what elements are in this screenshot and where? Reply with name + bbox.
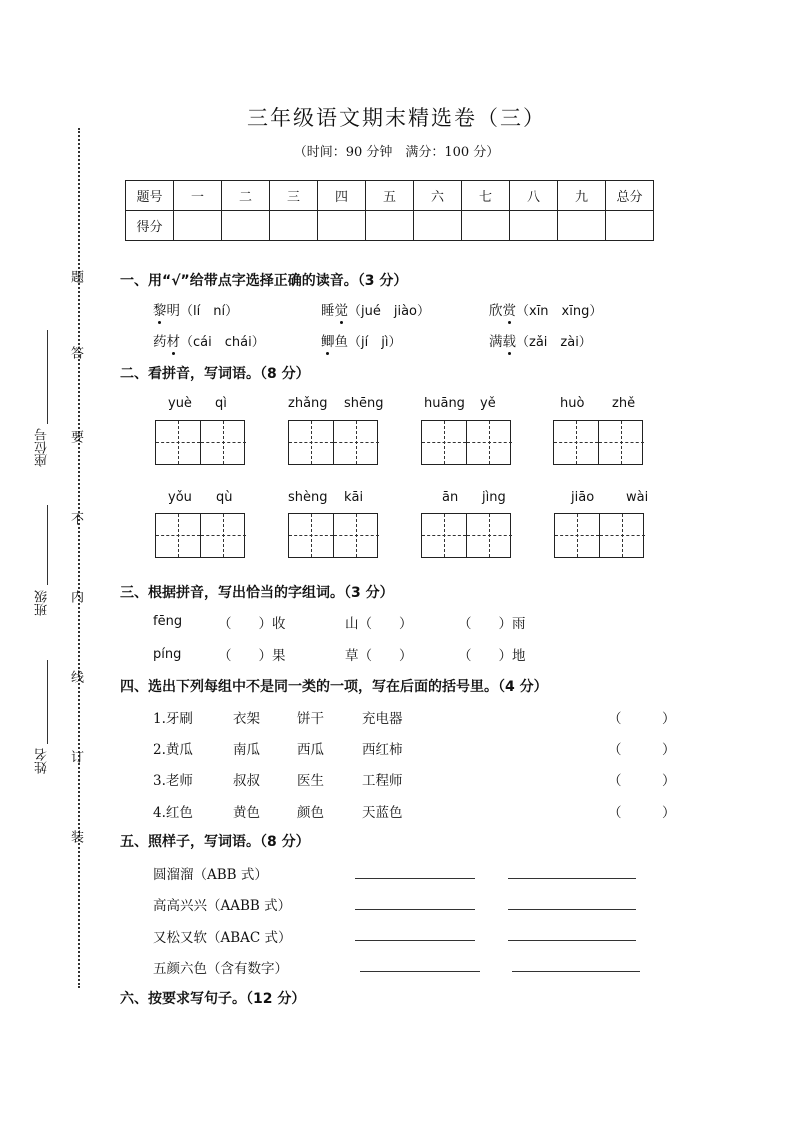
section5-title: 五、照样子，写词语。（8 分） bbox=[120, 834, 310, 850]
name-line[interactable] bbox=[47, 660, 48, 744]
s2-pinyin: kāi bbox=[344, 490, 364, 505]
s1-options[interactable]: （cái chái） bbox=[180, 335, 265, 350]
score-cell[interactable] bbox=[366, 211, 414, 241]
score-cell[interactable] bbox=[222, 211, 270, 241]
s4-item: 叔叔 bbox=[233, 773, 260, 789]
s1-item bbox=[321, 330, 401, 350]
s5-answer-line[interactable] bbox=[355, 878, 475, 879]
s4-item: 2.黄瓜 bbox=[153, 742, 193, 758]
s2-pinyin: huò bbox=[560, 396, 585, 411]
s3-pinyin: fēng bbox=[153, 614, 183, 629]
score-cell[interactable] bbox=[270, 211, 318, 241]
s4-item: 颜色 bbox=[297, 805, 324, 821]
s5-example: 圆溜溜（ABB 式） bbox=[153, 867, 268, 883]
s1-options[interactable]: （zǎi zài） bbox=[516, 335, 592, 350]
s5-answer-line[interactable] bbox=[512, 971, 640, 972]
s4-answer-bracket[interactable]: （ ） bbox=[608, 805, 676, 821]
s4-item: 4.红色 bbox=[153, 805, 193, 821]
s5-example: 又松又软（ABAC 式） bbox=[153, 930, 292, 946]
score-cell[interactable] bbox=[318, 211, 366, 241]
s4-item: 天蓝色 bbox=[362, 805, 403, 821]
s5-example: 五颜六色（含有数字） bbox=[153, 961, 288, 977]
page-subtitle: （时间：90 分钟 满分：100 分） bbox=[293, 145, 500, 160]
seat-number-label: 座位号 bbox=[35, 428, 50, 467]
class-label: 班级 bbox=[35, 590, 50, 616]
score-row-label: 得分 bbox=[126, 211, 174, 241]
s2-pinyin: huāng bbox=[424, 396, 465, 411]
s2-pinyin: jiāo bbox=[571, 490, 595, 505]
seal-char: 订 bbox=[68, 750, 83, 763]
s4-item: 工程师 bbox=[362, 773, 403, 789]
writing-grid[interactable] bbox=[155, 513, 245, 558]
writing-grid[interactable] bbox=[553, 420, 643, 465]
s5-answer-line[interactable] bbox=[360, 971, 480, 972]
score-cell[interactable] bbox=[174, 211, 222, 241]
s5-example: 高高兴兴（AABB 式） bbox=[153, 898, 292, 914]
score-header-cell: 二 bbox=[222, 181, 270, 211]
s5-answer-line[interactable] bbox=[508, 878, 636, 879]
writing-grid[interactable] bbox=[288, 420, 378, 465]
section3-title: 三、根据拼音，写出恰当的字组词。（3 分） bbox=[120, 585, 394, 601]
score-table-score-row bbox=[126, 211, 654, 241]
writing-grid[interactable] bbox=[155, 420, 245, 465]
s3-pinyin: píng bbox=[153, 647, 182, 662]
section4-title: 四、选出下列每组中不是同一类的一项，写在后面的括号里。（4 分） bbox=[120, 679, 548, 695]
score-header-cell: 五 bbox=[366, 181, 414, 211]
seal-char: 题 bbox=[68, 270, 83, 283]
s2-pinyin: yuè bbox=[168, 396, 192, 411]
s1-options[interactable]: （jí jì） bbox=[348, 335, 402, 350]
s1-char: 欣 bbox=[489, 303, 503, 319]
s2-pinyin: wài bbox=[626, 490, 649, 505]
s4-item: 饼干 bbox=[297, 711, 324, 727]
writing-grid[interactable] bbox=[421, 513, 511, 558]
writing-grid[interactable] bbox=[554, 513, 644, 558]
seal-char: 答 bbox=[68, 346, 83, 359]
score-cell[interactable] bbox=[558, 211, 606, 241]
s4-item: 3.老师 bbox=[153, 773, 193, 789]
s3-blank[interactable]: （ ）果 bbox=[218, 648, 286, 664]
s2-pinyin: zhě bbox=[612, 396, 636, 411]
s4-answer-bracket[interactable]: （ ） bbox=[608, 711, 676, 727]
s2-pinyin: zhǎng bbox=[288, 396, 328, 411]
s1-item bbox=[321, 299, 430, 319]
section1-title: 一、用“√”给带点字选择正确的读音。（3 分） bbox=[120, 273, 408, 289]
score-cell[interactable] bbox=[462, 211, 510, 241]
s5-answer-line[interactable] bbox=[508, 940, 636, 941]
page-title: 三年级语文期末精选卷（三） bbox=[247, 106, 546, 130]
s1-char: 药 bbox=[153, 334, 167, 350]
s1-options[interactable]: （jué jiào） bbox=[348, 304, 430, 319]
s5-answer-line[interactable] bbox=[355, 940, 475, 941]
s1-char: 睡 bbox=[321, 303, 335, 319]
score-header-cell: 一 bbox=[174, 181, 222, 211]
s2-pinyin: yǒu bbox=[168, 490, 192, 505]
s2-pinyin: qù bbox=[216, 490, 233, 505]
seat-number-line[interactable] bbox=[47, 330, 48, 424]
s5-answer-line[interactable] bbox=[355, 909, 475, 910]
score-cell[interactable] bbox=[510, 211, 558, 241]
s2-pinyin: ān bbox=[442, 490, 459, 505]
s3-blank[interactable]: 草（ ） bbox=[345, 648, 413, 664]
s4-item: 充电器 bbox=[362, 711, 403, 727]
s1-options[interactable]: （xīn xīng） bbox=[516, 304, 603, 319]
seal-char: 要 bbox=[68, 430, 83, 443]
s1-char: 满 bbox=[489, 334, 503, 350]
s1-char-dotted: 载 bbox=[502, 334, 516, 350]
score-header-cell: 六 bbox=[414, 181, 462, 211]
binding-dotted-line bbox=[78, 128, 80, 988]
seal-char: 不 bbox=[68, 512, 83, 525]
section2-title: 二、看拼音，写词语。（8 分） bbox=[120, 366, 310, 382]
s1-item bbox=[489, 299, 602, 319]
s2-pinyin: jìng bbox=[482, 490, 506, 505]
name-label: 姓名 bbox=[35, 748, 50, 774]
s1-item bbox=[153, 330, 265, 350]
s3-blank[interactable]: （ ）地 bbox=[458, 648, 526, 664]
s3-blank[interactable]: （ ）雨 bbox=[458, 616, 526, 632]
s1-item bbox=[153, 299, 238, 319]
s4-item: 西红柿 bbox=[362, 742, 403, 758]
seal-char: 内 bbox=[68, 590, 83, 603]
seal-char: 装 bbox=[68, 830, 83, 843]
s1-char-dotted: 赏 bbox=[502, 303, 516, 319]
score-cell[interactable] bbox=[606, 211, 654, 241]
s1-char: 明 bbox=[166, 303, 180, 319]
s2-pinyin: shèng bbox=[288, 490, 328, 505]
score-header-cell: 三 bbox=[270, 181, 318, 211]
s3-blank[interactable]: 山（ ） bbox=[345, 616, 413, 632]
score-header-cell: 题号 bbox=[126, 181, 174, 211]
s4-item: 衣架 bbox=[233, 711, 260, 727]
s4-item: 南瓜 bbox=[233, 742, 260, 758]
s1-char: 鱼 bbox=[334, 334, 348, 350]
writing-grid[interactable] bbox=[421, 420, 511, 465]
s1-char-dotted: 鲫 bbox=[321, 334, 335, 350]
s3-blank[interactable]: （ ）收 bbox=[218, 616, 286, 632]
s2-pinyin: yě bbox=[480, 396, 496, 411]
s2-pinyin: shēng bbox=[344, 396, 384, 411]
s4-item: 1.牙刷 bbox=[153, 711, 193, 727]
s1-options[interactable]: （lí ní） bbox=[180, 304, 239, 319]
score-table bbox=[125, 180, 654, 241]
score-header-cell: 总分 bbox=[606, 181, 654, 211]
writing-grid[interactable] bbox=[288, 513, 378, 558]
class-line[interactable] bbox=[47, 505, 48, 585]
s4-answer-bracket[interactable]: （ ） bbox=[608, 773, 676, 789]
s1-char-dotted: 黎 bbox=[153, 303, 167, 319]
s2-pinyin: qì bbox=[215, 396, 227, 411]
score-cell[interactable] bbox=[414, 211, 462, 241]
s4-item: 黄色 bbox=[233, 805, 260, 821]
score-header-cell: 八 bbox=[510, 181, 558, 211]
score-header-cell: 四 bbox=[318, 181, 366, 211]
score-header-cell: 九 bbox=[558, 181, 606, 211]
s1-item bbox=[489, 330, 592, 350]
section6-title: 六、按要求写句子。（12 分） bbox=[120, 991, 306, 1007]
score-table-header-row bbox=[126, 181, 654, 211]
score-header-cell: 七 bbox=[462, 181, 510, 211]
seal-char: 线 bbox=[68, 670, 83, 683]
s4-item: 医生 bbox=[297, 773, 324, 789]
s5-answer-line[interactable] bbox=[508, 909, 636, 910]
s1-char-dotted: 材 bbox=[166, 334, 180, 350]
s4-answer-bracket[interactable]: （ ） bbox=[608, 742, 676, 758]
s1-char-dotted: 觉 bbox=[334, 303, 348, 319]
s4-item: 西瓜 bbox=[297, 742, 324, 758]
